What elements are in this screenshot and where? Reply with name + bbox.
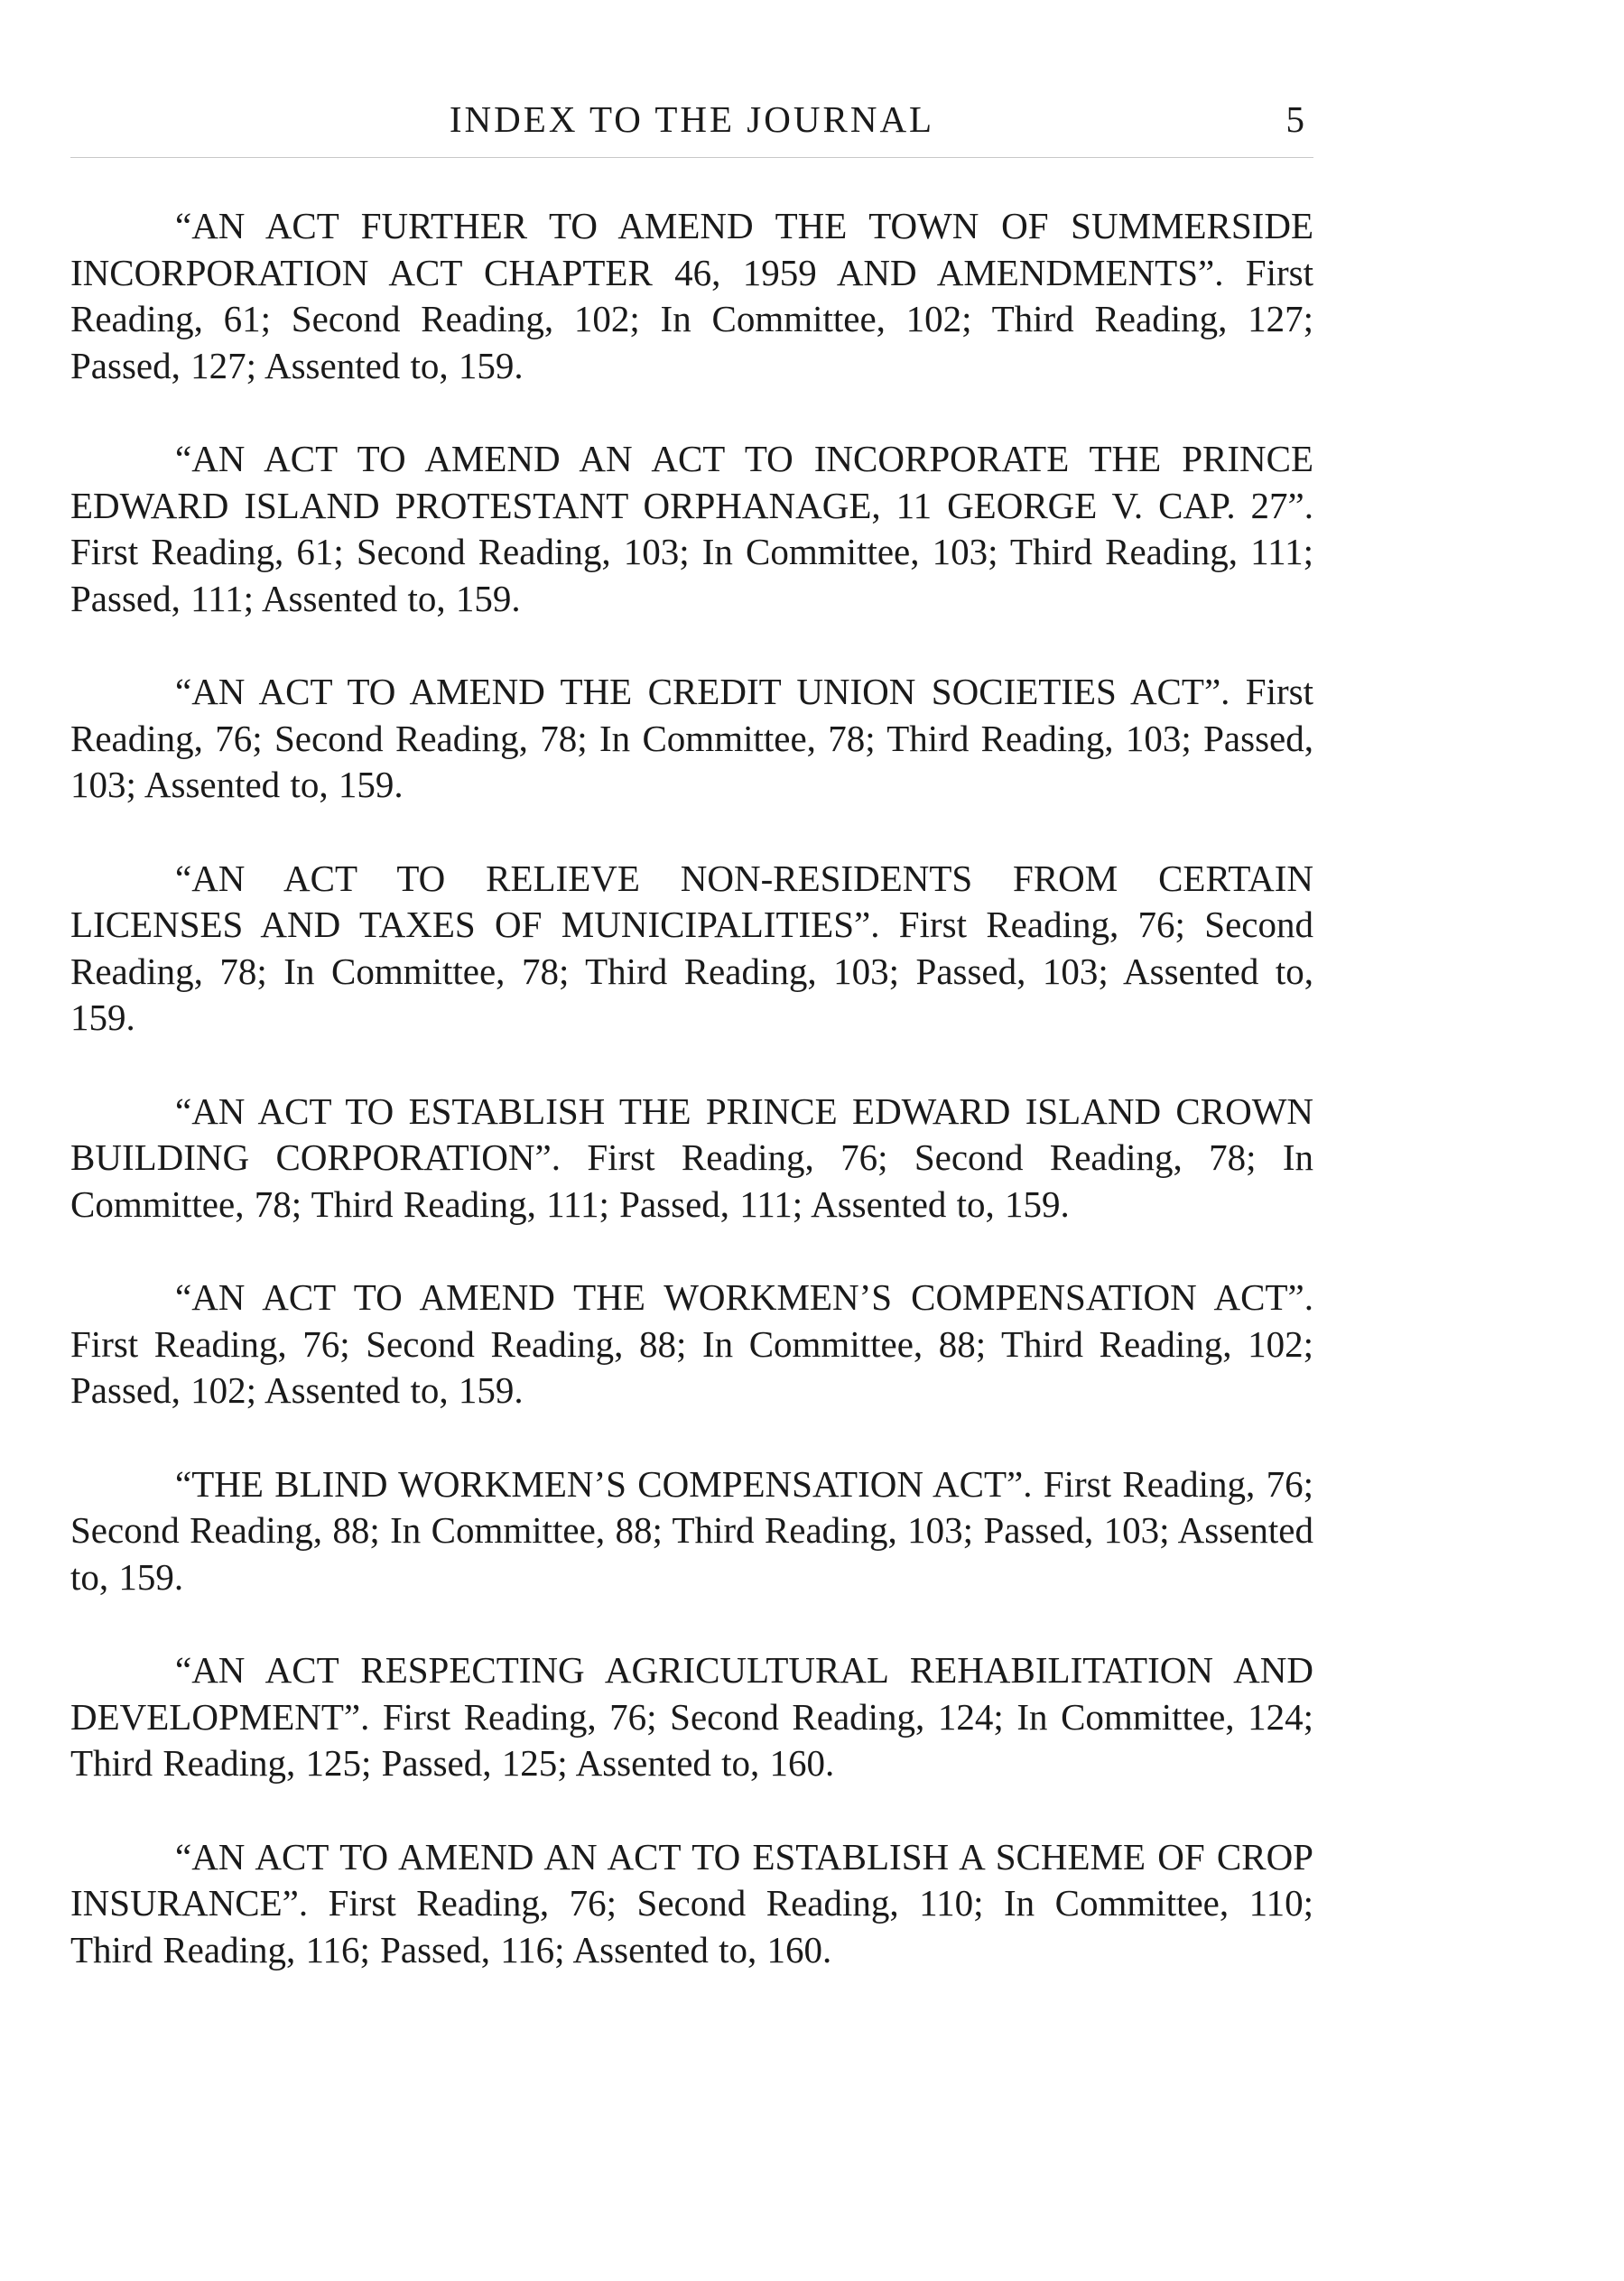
index-entry: “THE BLIND WORKMEN’S COMPENSATION ACT”. First Reading, 76; Second Reading, 88; In Committee, 88; Third Reading, 103; Passed, 103; Assented to, 159. — [70, 1462, 1313, 1598]
index-entry: “AN ACT TO RELIEVE NON-RESIDENTS FROM CERTAIN LICENSES AND TAXES OF MUNICIPALITIES”. First Reading, 76; Second Reading, 78; In Committee, 78; Third Reading, 103; Passed, 103; Assented to, 159. — [70, 857, 1313, 1038]
index-entry: “AN ACT FURTHER TO AMEND THE TOWN OF SUMMERSIDE INCORPORATION ACT CHAPTER 46, 1959 AND AMENDMENTS”. First Reading, 61; Second Reading, 102; In Committee, 102; Third Reading, 127; Passed, 127; Assented to, 159. — [70, 205, 1313, 386]
index-entry: “AN ACT TO AMEND THE CREDIT UNION SOCIETIES ACT”. First Reading, 76; Second Reading, 78; In Committee, 78; Third Reading, 103; Passed, 103; Assented to, 159. — [70, 671, 1313, 805]
index-entry: “AN ACT RESPECTING AGRICULTURAL REHABILITATION AND DEVELOPMENT”. First Reading, 76; Second Reading, 124; In Committee, 124; Third Reading, 125; Passed, 125; Assented to, 160. — [70, 1649, 1313, 1784]
page-number: 5 — [1285, 98, 1304, 140]
page-header — [70, 0, 1313, 153]
index-entry: “AN ACT TO ESTABLISH THE PRINCE EDWARD ISLAND CROWN BUILDING CORPORATION”. First Reading, 76; Second Reading, 78; In Committee, 78; Third Reading, 111; Passed, 111; Assented to, 159. — [70, 1090, 1313, 1225]
index-entry: “AN ACT TO AMEND AN ACT TO INCORPORATE THE PRINCE EDWARD ISLAND PROTESTANT ORPHANAGE, 11 GEORGE V. CAP. 27”. First Reading, 61; Second Reading, 103; In Committee, 103; Third Reading, 111; Passed, 111; Assented to, 159. — [70, 438, 1313, 619]
index-entries — [70, 203, 1313, 2020]
index-entry: “AN ACT TO AMEND AN ACT TO ESTABLISH A SCHEME OF CROP INSURANCE”. First Reading, 76; Second Reading, 110; In Committee, 110; Third Reading, 116; Passed, 116; Assented to, 160. — [70, 1835, 1313, 1970]
journal-page — [70, 0, 1313, 1970]
header-rule — [70, 157, 1313, 158]
index-entry: “AN ACT TO AMEND THE WORKMEN’S COMPENSATION ACT”. First Reading, 76; Second Reading, 88; In Committee, 88; Third Reading, 102; Passed, 102; Assented to, 159. — [70, 1276, 1313, 1411]
running-title: INDEX TO THE JOURNAL — [449, 98, 935, 140]
